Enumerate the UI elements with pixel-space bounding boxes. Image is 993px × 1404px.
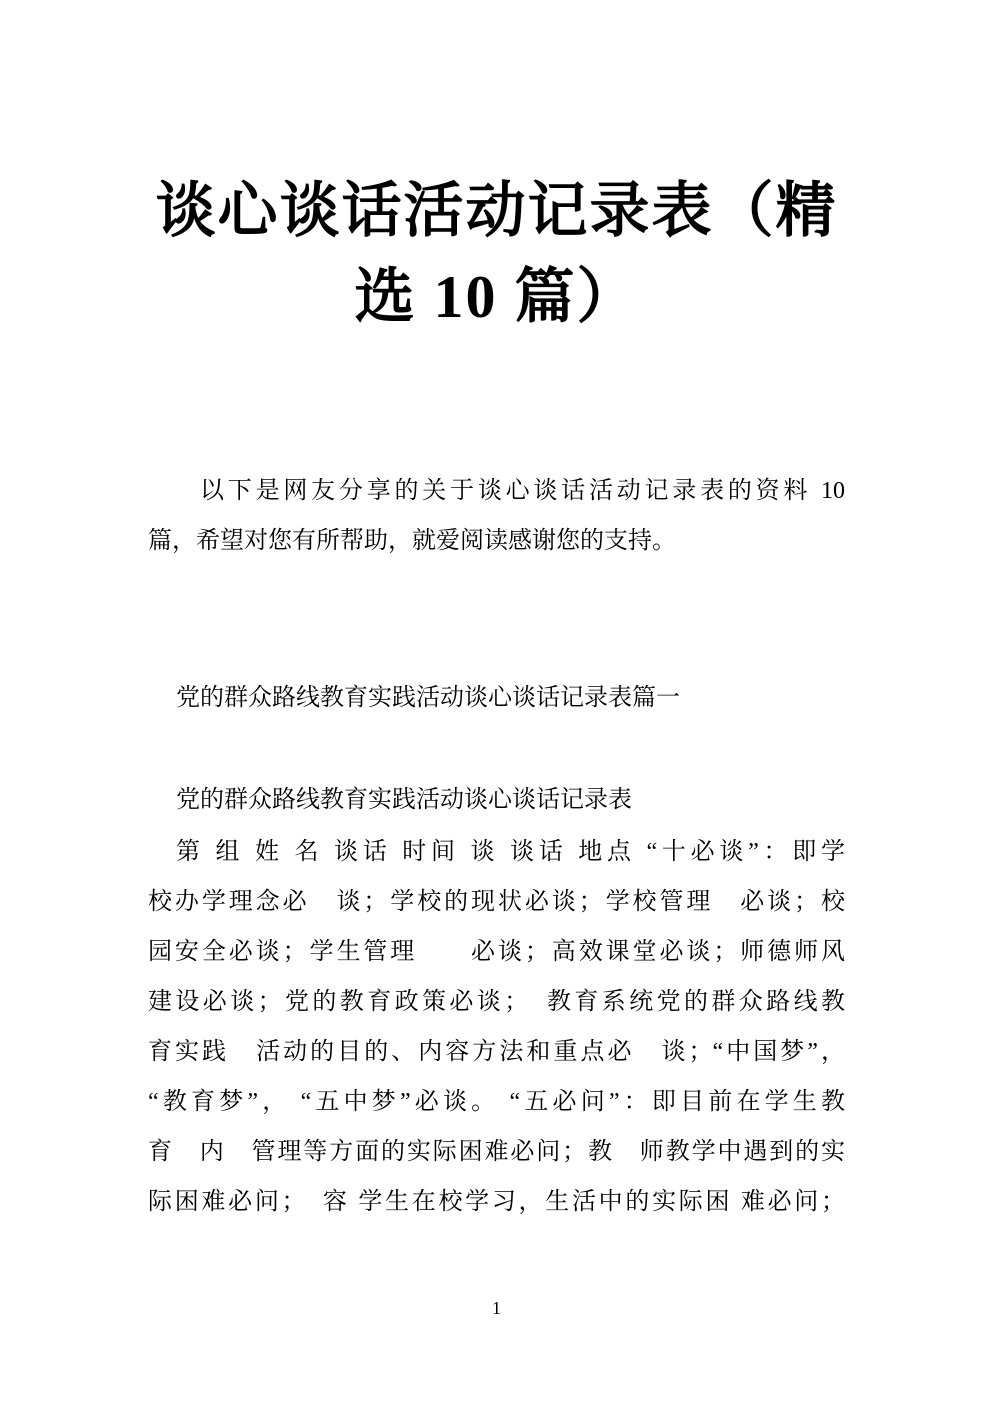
intro-line-1: 以下是网友分享的关于谈心谈话活动记录表的资料 10: [200, 478, 845, 504]
intro-paragraph: [148, 466, 845, 566]
page-number: 1: [492, 1298, 501, 1318]
body-paragraph: [148, 827, 845, 1227]
intro-line-2: 篇，希望对您有所帮助，就爱阅读感谢您的支持。: [148, 528, 676, 554]
body-line: 第 组 姓 名 谈话 时间 谈 谈话 地点 “十必谈”：即学: [176, 839, 845, 865]
body-line: 园安全必谈；学生管理 必谈；高效课堂必谈；师德师风: [148, 939, 845, 965]
document-title-line-2: 选 10 篇）: [354, 264, 639, 330]
section-subheading: 党的群众路线教育实践活动谈心谈话记录表: [176, 787, 632, 813]
body-line: 育实践 活动的目的、内容方法和重点必 谈；“中国梦”，: [148, 1039, 845, 1065]
body-line: 育 内 管理等方面的实际困难必问；教 师教学中遇到的实: [148, 1139, 845, 1165]
section-heading: 党的群众路线教育实践活动谈心谈话记录表篇一: [176, 685, 680, 711]
body-line: “教育梦”， “五中梦”必谈。 “五必问”：即目前在学生教: [148, 1089, 845, 1115]
document-title-line-1: 谈心谈话活动记录表（精: [155, 178, 838, 244]
document-title: [70, 168, 923, 340]
body-line: 建设必谈；党的教育政策必谈； 教育系统党的群众路线教: [148, 989, 845, 1015]
body-line: 校办学理念必 谈；学校的现状必谈；学校管理 必谈；校: [148, 889, 845, 915]
body-line: 际困难必问； 容 学生在校学习，生活中的实际困 难必问；: [148, 1189, 845, 1215]
